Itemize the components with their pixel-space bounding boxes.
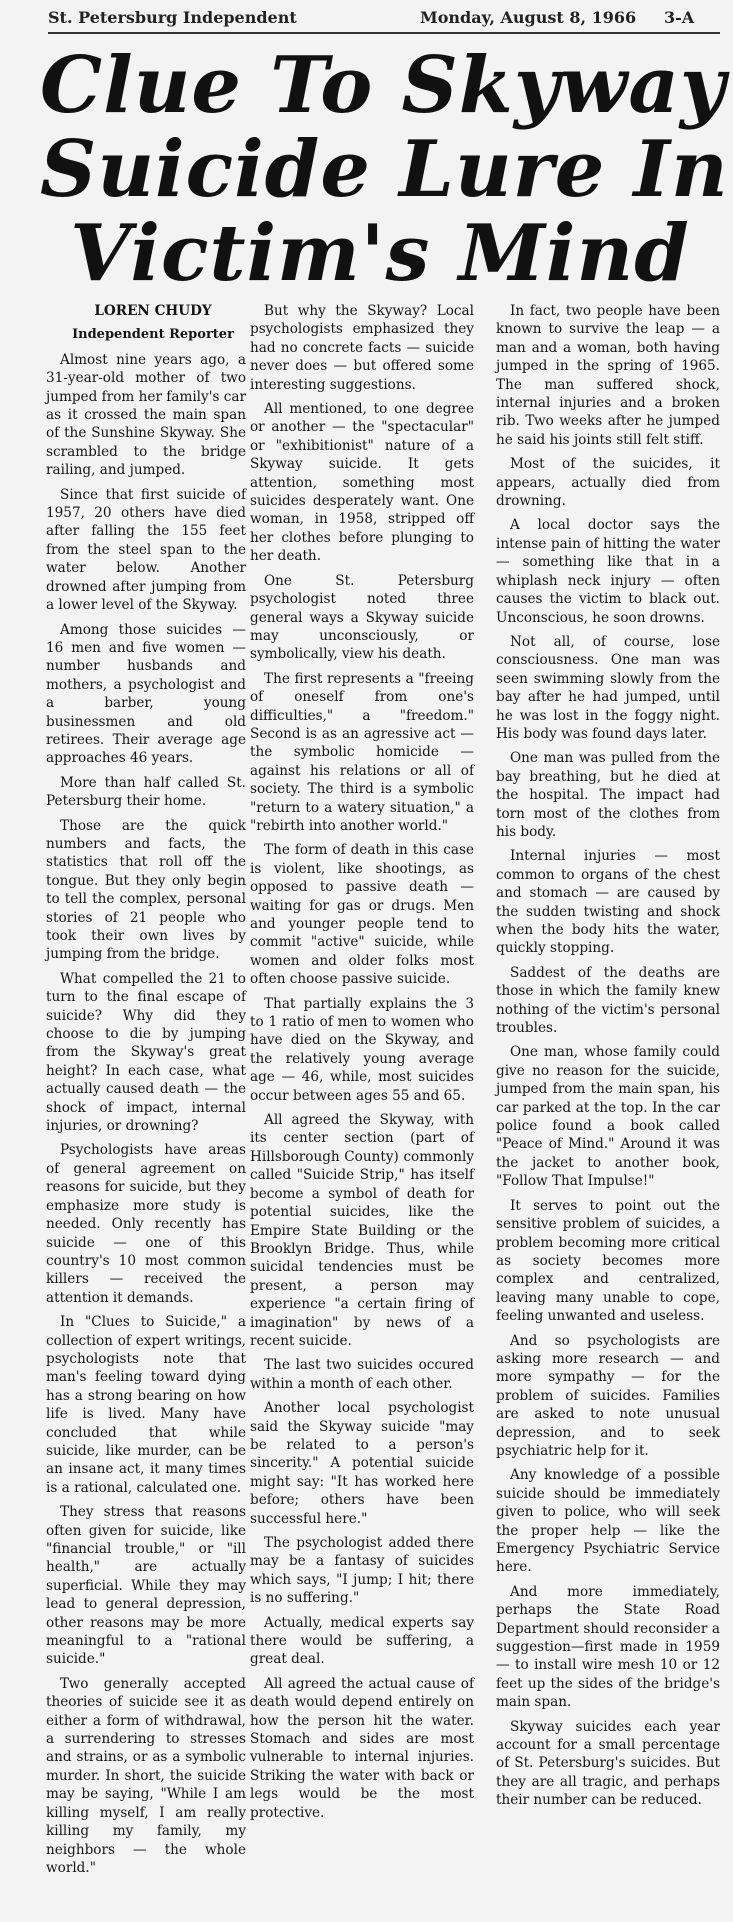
paragraph: A local doctor says the intense pain of hitting the water — something like that in a whiplash neck injury — often causes the victim to black out. Unconscious, he soon drowns. [496, 517, 720, 626]
paragraph: Skyway suicides each year account for a small percentage of St. Petersburg's suicides. But they are all tragic, and perhaps their number can be reduced. [496, 1718, 720, 1809]
byline-name: LOREN CHUDY [94, 303, 212, 319]
paragraph: Those are the quick numbers and facts, the statistics that roll off the tongue. But they only begin to tell the complex, personal stories of 21 people who took their own lives by jumping from the bridge. [46, 817, 246, 963]
paragraph: In fact, two people have been known to survive the leap — a man and a woman, both having jumped in the spring of 1965. The man suffered shock, internal injuries and a broken rib. Two weeks after he jumped he said his joints still felt stiff. [496, 303, 720, 448]
paragraph: All agreed the actual cause of death would depend entirely on how the person hit the water. Stomach and sides are most vulnerable to internal injuries. Striking the water with back or legs would be the most protective. [250, 1675, 474, 1821]
paragraph: But why the Skyway? Local psychologists emphasized they had no concrete facts — suicide never does — but offered some interesting suggestions. [250, 303, 474, 393]
paragraph: In "Clues to Suicide," a collection of expert writings, psychologists note that man's feeling toward dying has a strong bearing on how life is lived. Many have concluded that while suicide, like murder, can be an insane act, it many times is a rational, calculated one. [46, 1314, 246, 1496]
paragraph: More than half called St. Petersburg their home. [46, 774, 246, 810]
paragraph: Saddest of the deaths are those in which the family knew nothing of the victim's personal troubles. [496, 964, 720, 1037]
paragraph: Two generally accepted theories of suicide see it as either a form of withdrawal, a surrendering to stresses and strains, or as a symbolic murder. In short, the suicide may be saying, "While I am killing myself, I am really killing my family, my neighbors — the whole world." [46, 1675, 246, 1876]
paragraph: The psychologist added there may be a fantasy of suicides which says, "I jump; I hit; there is no suffering." [250, 1535, 474, 1607]
paragraph: Not all, of course, lose consciousness. One man was seen swimming slowly from the bay after he had jumped, until he was lost in the foggy night. His body was found days later. [496, 633, 720, 742]
article-column-2 [250, 302, 474, 1828]
page-number: 3-A [664, 8, 695, 27]
paragraph: The last two suicides occured within a month of each other. [250, 1357, 474, 1392]
folio-rule [48, 32, 720, 34]
paragraph: All mentioned, to one degree or another — the "spectacular" or "exhibitionist" nature of a Skyway suicide. It gets attention, something most suicides desperately want. One woman, in 1958, stripped off her clothes before plunging to her death. [250, 401, 474, 565]
issue-date: Monday, August 8, 1966 [420, 8, 637, 27]
paragraph: The form of death in this case is violent, like shootings, as opposed to passive death — waiting for gas or drugs. Men and younger people tend to commit "active" suicide, while women and older folks most often choose passive suicide. [250, 842, 474, 988]
newspaper-name: St. Petersburg Independent [48, 8, 297, 27]
paragraph: Since that first suicide of 1957, 20 others have died after falling the 155 feet from the steel span to the water below. Another drowned after jumping from a lower level of the Skyway. [46, 486, 246, 614]
paragraph: Psychologists have areas of general agreement on reasons for suicide, but they emphasize more study is needed. Only recently has suicide — one of this country's 10 most common killers — received the attention it demands. [46, 1142, 246, 1306]
paragraph: All agreed the Skyway, with its center section (part of Hillsborough County) commonly called "Suicide Strip," has itself become a symbol of death for potential suicides, like the Empire State Building or the Brooklyn Bridge. Thus, while suicidal tendencies must be present, a person may experience "a certain firing of imagination" by news of a recent suicide. [250, 1112, 474, 1349]
byline-title: Independent Reporter [72, 327, 234, 343]
paragraph: One man, whose family could give no reason for the suicide, jumped from the main span, his car parked at the top. In the car police found a book called "Peace of Mind." Around it was the jacket to another book, "Follow That Impulse!" [496, 1044, 720, 1190]
paragraph: And more immediately, perhaps the State Road Department should reconsider a suggestion—first made in 1959 — to install wire mesh 10 or 12 feet up the sides of the bridge's main span. [496, 1583, 720, 1711]
paragraph: The first represents a "freeing of oneself from one's difficulties," a "freedom." Second is as an agressive act — the symbolic homicide — against his relations or all of society. The third is a symbolic "return to a watery situation," a "rebirth into another world." [250, 670, 474, 834]
folio-line [48, 8, 720, 30]
paragraph: That partially explains the 3 to 1 ratio of men to women who have died on the Skyway, and the relatively young average age — 46, while, most suicides occur between ages 55 and 65. [250, 995, 474, 1104]
paragraph: And so psychologists are asking more research — and more sympathy — for the problem of suicides. Families are asked to note unusual depression, and to seek psychiatric help for it. [496, 1332, 720, 1459]
headline-line: Victim's Mind [70, 208, 690, 299]
paragraph: What compelled the 21 to turn to the final escape of suicide? Why did they choose to die by jumping from the Skyway's great height? In each case, what actually caused death — the shock of impact, internal injuries, or drowning? [46, 970, 246, 1135]
paragraph: Actually, medical experts say there would be suffering, a great deal. [250, 1614, 474, 1668]
paragraph: One man was pulled from the bay breathing, but he died at the hospital. The impact had torn most of the clothes from his body. [496, 750, 720, 840]
paragraph: Internal injuries — most common to organs of the chest and stomach — are caused by the sudden twisting and shock when the body hits the water, quickly stopping. [496, 848, 720, 957]
headline-line: Clue To Skyway [40, 40, 727, 131]
paragraph: Among those suicides — 16 men and five women — number husbands and mothers, a psychologist and a barber, young businessmen and old retirees. Their average age approaches 46 years. [46, 621, 246, 767]
article-column-3 [496, 302, 720, 1816]
headline-line: Suicide Lure In [40, 124, 729, 215]
paragraph: Any knowledge of a possible suicide should be immediately given to police, who will seek the proper help — like the Emergency Psychiatric Service here. [496, 1467, 720, 1576]
paragraph: They stress that reasons often given for suicide, like "financial trouble," or "ill health," are actually superficial. While they may lead to general depression, other reasons may be more meaningful to a "rational suicide." [46, 1504, 246, 1668]
article-column-1 [46, 302, 246, 1883]
paragraph: Another local psychologist said the Skyway suicide "may be related to a person's sincerity." A potential suicide might say: "It has worked here before; others have been successful here." [250, 1400, 474, 1527]
paragraph: It serves to point out the sensitive problem of suicides, a problem becoming more critical as society becomes more complex and centralized, leaving many unable to cope, feeling unwanted and useless. [496, 1197, 720, 1325]
paragraph: Almost nine years ago, a 31-year-old mother of two jumped from her family's car as it crossed the main span of the Sunshine Skyway. She scrambled to the bridge railing, and jumped. [46, 351, 246, 479]
paragraph: One St. Petersburg psychologist noted three general ways a Skyway suicide may unconsciously, or symbolically, view his death. [250, 572, 474, 663]
paragraph: Most of the suicides, it appears, actually died from drowning. [496, 456, 720, 510]
headline [40, 40, 729, 299]
